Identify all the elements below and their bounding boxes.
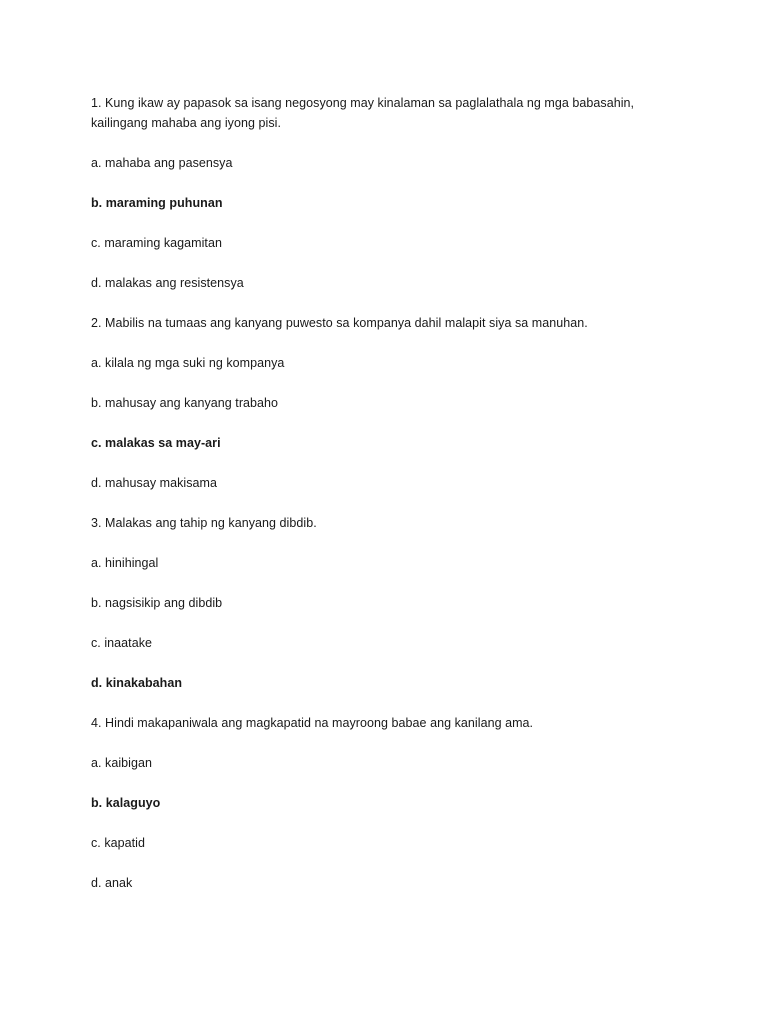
choice-a: a. hinihingal xyxy=(91,556,159,570)
choice-b: b. kalaguyo xyxy=(91,796,161,810)
choice-c: c. maraming kagamitan xyxy=(91,236,222,250)
question-1 xyxy=(91,93,691,293)
question-text: 4. Hindi makapaniwala ang magkapatid na mayroong babae ang kanilang ama. xyxy=(91,716,534,730)
question-3 xyxy=(91,513,691,693)
choice-d: d. mahusay makisama xyxy=(91,476,217,490)
choice-d: d. kinakabahan xyxy=(91,676,183,690)
choice-d: d. anak xyxy=(91,876,133,890)
choice-c: c. inaatake xyxy=(91,636,153,650)
choice-d: d. malakas ang resistensya xyxy=(91,276,244,290)
question-2 xyxy=(91,313,691,493)
choice-a: a. kilala ng mga suki ng kompanya xyxy=(91,356,285,370)
choice-b: b. mahusay ang kanyang trabaho xyxy=(91,396,279,410)
choice-a: a. kaibigan xyxy=(91,756,153,770)
question-4 xyxy=(91,713,691,893)
choice-c: c. kapatid xyxy=(91,836,146,850)
question-text: 3. Malakas ang tahip ng kanyang dibdib. xyxy=(91,516,317,530)
question-text: 1. Kung ikaw ay papasok sa isang negosyong may kinalaman sa paglalathala ng mga babasahin, kailingang mahaba ang iyong pisi. xyxy=(91,96,635,130)
choice-b: b. nagsisikip ang dibdib xyxy=(91,596,223,610)
question-text: 2. Mabilis na tumaas ang kanyang puwesto sa kompanya dahil malapit siya sa manuhan. xyxy=(91,316,588,330)
quiz-document xyxy=(91,93,691,913)
choice-a: a. mahaba ang pasensya xyxy=(91,156,233,170)
choice-b: b. maraming puhunan xyxy=(91,196,223,210)
choice-c: c. malakas sa may-ari xyxy=(91,436,221,450)
